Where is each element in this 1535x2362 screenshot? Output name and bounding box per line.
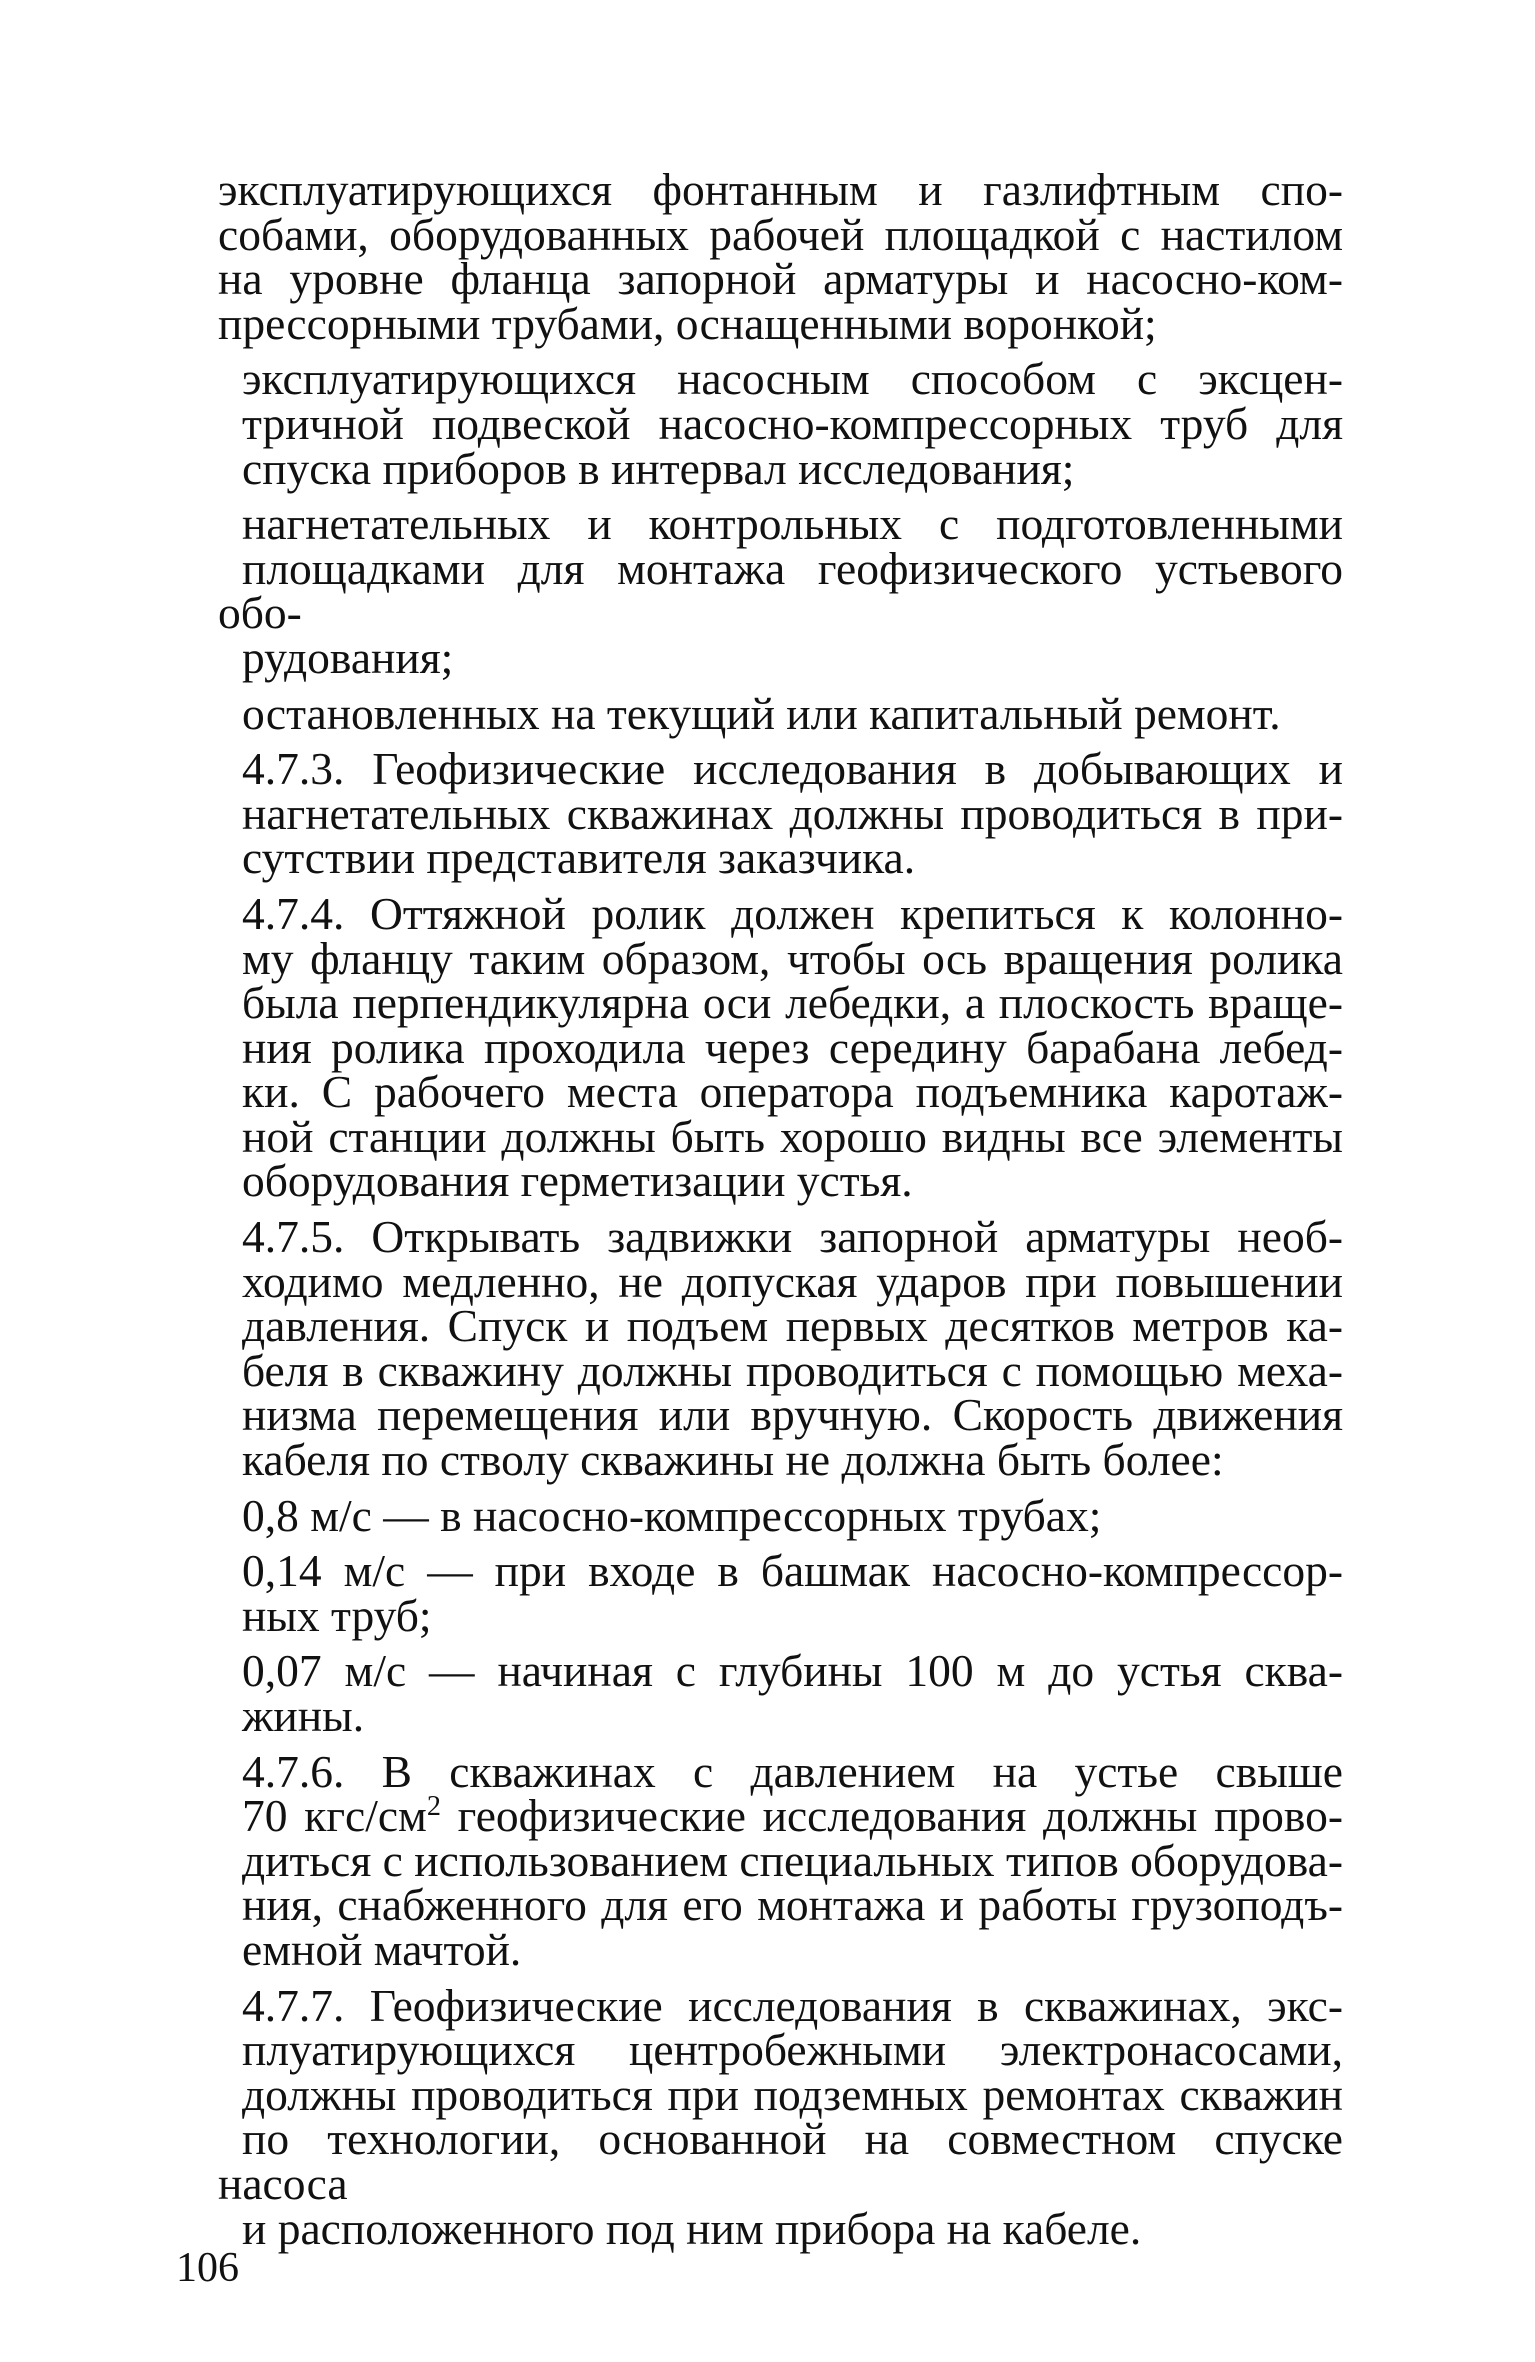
text-line: му фланцу таким образом, чтобы ось вращения ролика [242, 932, 1343, 984]
text-line: ных труб; [242, 1589, 432, 1641]
text-line: площадками для монтажа геофизического устьевого обо- [218, 542, 1343, 639]
text-line: собами, оборудованных рабочей площадкой с настилом [218, 208, 1343, 260]
superscript-2: 2 [426, 1791, 441, 1823]
text-line: беля в скважину должны проводиться с помощью меха- [242, 1344, 1343, 1396]
text-line: остановленных на текущий или капитальный ремонт. [242, 687, 1281, 739]
text-line: плуатирующихся центробежными электронасосами, [242, 2024, 1343, 2076]
text-line: ния, снабженного для его монтажа и работы грузоподъ- [242, 1879, 1343, 1931]
text-line: давления. Спуск и подъем первых десятков метров ка- [242, 1300, 1343, 1352]
speed-limit-item-shoe [218, 1545, 1343, 1641]
paragraph-list-item-fountain-gaslift [218, 164, 1343, 349]
text-line: 70 кгс/$см^2$ геофизические исследования должны прово- [242, 1790, 1344, 1842]
text-line: ходимо медленно, не допуская ударов при повышении [242, 1255, 1343, 1307]
text-line: 4.7.4. Оттяжной ролик должен крепиться к колонно- [242, 887, 1343, 939]
paragraph-list-item-stopped-for-repair [218, 687, 1343, 739]
text-line: низма перемещения или вручную. Скорость движения [242, 1389, 1343, 1441]
text-line: на уровне фланца запорной арматуры и насосно-ком- [218, 253, 1343, 305]
text-line: ной станции должны быть хорошо видны все элементы [242, 1110, 1343, 1162]
body-text [218, 164, 1344, 2262]
text-line: по технологии, основанной на совместном спуске насоса [218, 2113, 1343, 2209]
paragraph-4-7-7 [218, 1979, 1343, 2254]
text-line: прессорными трубами, оснащенными воронкой; [218, 297, 1157, 349]
paragraph-list-item-injection-control [218, 498, 1343, 683]
text-line: должны проводиться при подземных ремонтах скважин [242, 2068, 1343, 2120]
text-line: диться с использованием специальных типов оборудова- [242, 1834, 1343, 1886]
text-line: оборудования герметизации устья. [242, 1155, 913, 1207]
text-line: жины. [242, 1690, 365, 1741]
text-line: кабеля по стволу скважины не должна быть более: [242, 1434, 1224, 1486]
text-line: эксплуатирующихся фонтанным и газлифтным спо- [218, 164, 1343, 215]
text-line: и расположенного под ним прибора на кабеле. [242, 2202, 1142, 2254]
text-line: 4.7.6. В скважинах с давлением на устье свыше [242, 1745, 1343, 1797]
text-line: 4.7.5. Открывать задвижки запорной арматуры необ- [242, 1211, 1343, 1263]
speed-limit-item-tubing [218, 1489, 1343, 1541]
text-line: нагнетательных и контрольных с подготовленными [242, 498, 1343, 550]
paragraph-4-7-6 [218, 1745, 1344, 1975]
text-line: рудования; [242, 631, 454, 683]
text-line: 0,8 м/с — в насосно-компрессорных трубах; [242, 1489, 1102, 1541]
paragraph-list-item-pump-method [218, 353, 1343, 494]
speed-limit-item-100m [218, 1645, 1343, 1741]
text-line: ки. С рабочего места оператора подъемника каротаж- [242, 1066, 1343, 1118]
paragraph-4-7-5 [218, 1211, 1343, 1486]
text-line: нагнетательных скважинах должны проводиться в при- [242, 787, 1343, 839]
text-line: тричной подвеской насосно-компрессорных труб для [242, 397, 1343, 449]
text-line: эксплуатирующихся насосным способом с эксцен- [242, 353, 1343, 405]
text-line: 4.7.7. Геофизические исследования в скважинах, экс- [242, 1979, 1343, 2031]
text-line: 0,07 м/с — начиная с глубины 100 м до устья сква- [242, 1645, 1343, 1697]
text-line: ния ролика проходила через середину барабана лебед- [242, 1021, 1343, 1073]
text-line: 0,14 м/с — при входе в башмак насосно-компрессор- [242, 1545, 1343, 1597]
paragraph-4-7-3 [218, 743, 1343, 884]
text-line: 4.7.3. Геофизические исследования в добывающих и [242, 743, 1343, 795]
paragraph-4-7-4 [218, 887, 1343, 1207]
text-line: сутствии представителя заказчика. [242, 832, 916, 884]
text-line: спуска приборов в интервал исследования; [242, 442, 1075, 494]
text-line: емной мачтой. [242, 1923, 522, 1975]
text-line: была перпендикулярна оси лебедки, а плоскость враще- [242, 977, 1343, 1029]
page-number: 106 [176, 2245, 239, 2291]
